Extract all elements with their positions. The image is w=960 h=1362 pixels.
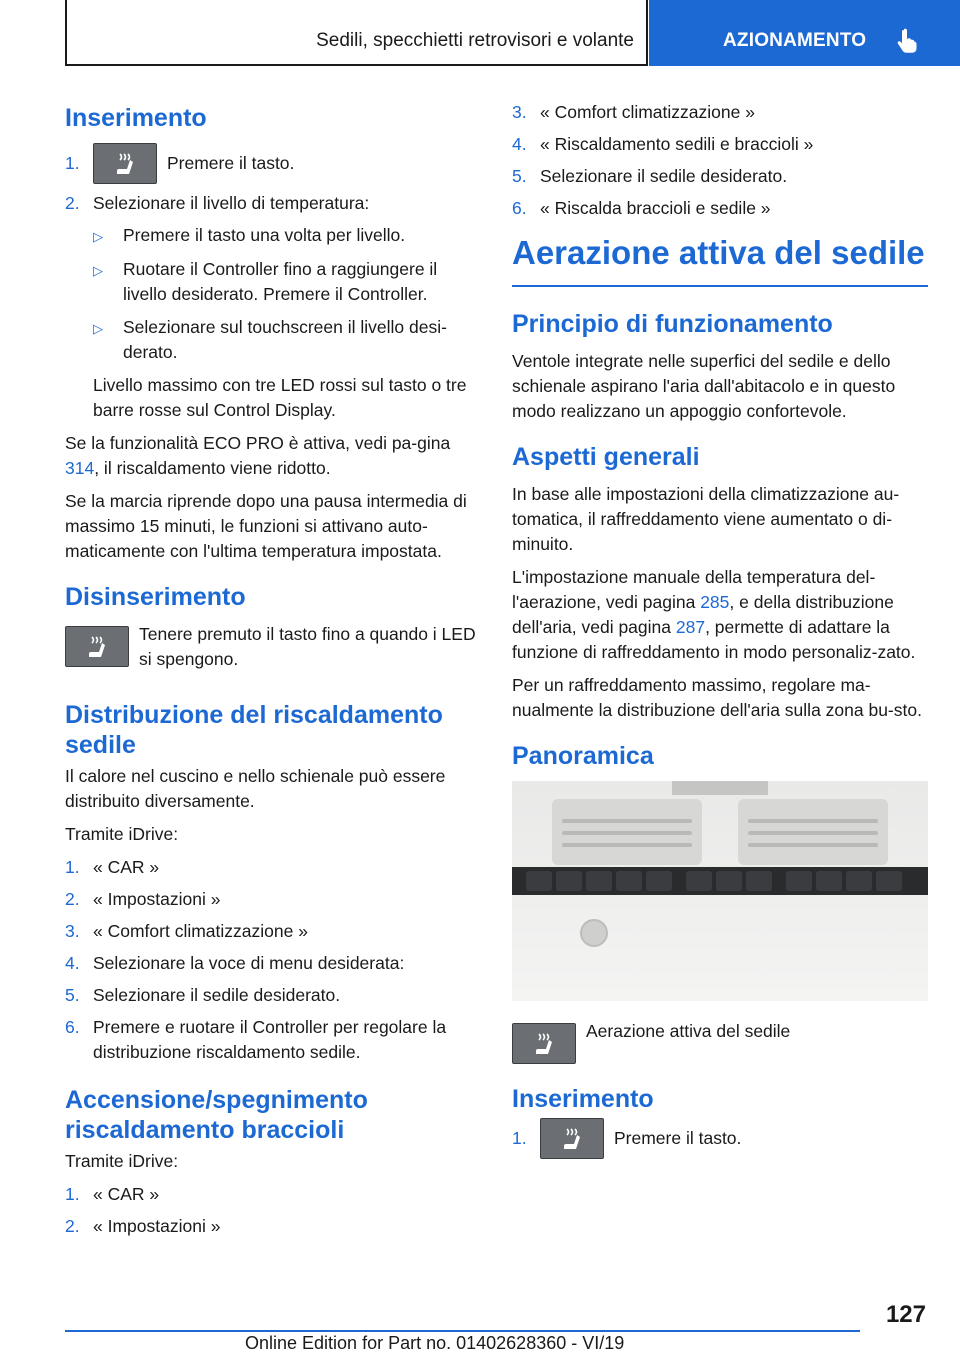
step-number: 6.: [65, 1017, 80, 1037]
air-vent-right: [738, 799, 888, 865]
page-link-285[interactable]: 285: [700, 592, 730, 612]
climate-control-panel: [512, 867, 928, 895]
step-text: « CAR »: [93, 1184, 160, 1204]
chapter-tab: [649, 0, 960, 66]
step-number: 2.: [65, 193, 80, 213]
heading-principio: Principio di funzionamento: [512, 310, 833, 338]
step-text: « Impostazioni »: [93, 1216, 221, 1236]
bullet-text: Selezionare sul touchscreen il livello desi-derato.: [123, 317, 447, 362]
step-text: « Riscalda braccioli e sedile »: [540, 198, 771, 218]
disinserimento-text: Tenere premuto il tasto fino a quando i LED si spengono.: [139, 624, 476, 669]
restart-note: Se la marcia riprende dopo una pausa intermedia di massimo 15 minuti, le funzioni si attivano auto-maticamente con l'ultima temperatura impostata.: [65, 491, 467, 561]
list-item: [65, 191, 477, 216]
heading-braccioli: Accensione/spegnimento riscaldamento braccioli: [65, 1086, 368, 1144]
seat-heating-icon: [112, 150, 140, 178]
icon-caption: Aerazione attiva del sedile: [586, 1021, 791, 1041]
hand-pointer-icon: [895, 27, 919, 53]
manual-setting-text: [512, 565, 928, 665]
step-number: 5.: [512, 166, 527, 186]
step-number: 1.: [65, 153, 80, 173]
list-item: [512, 132, 928, 157]
section-title: Sedili, specchietti retrovisori e volante: [316, 30, 634, 51]
chapter-tag: AZIONAMENTO: [723, 30, 867, 51]
heading-aerazione: Aerazione attiva del sedile: [512, 233, 928, 287]
step-number: 5.: [65, 985, 80, 1005]
footer-edition: Online Edition for Part no. 01402628360 - VI/19: [245, 1333, 625, 1353]
distribuzione-text: Il calore nel cuscino e nello schienale può essere distribuito diversamente.: [65, 766, 446, 811]
dashboard-photo: [512, 781, 928, 1001]
list-item: [65, 983, 477, 1008]
bullet-item: [93, 315, 477, 365]
step-number: 1.: [65, 857, 80, 877]
list-item: [65, 1214, 477, 1239]
distribuzione-steps: [65, 855, 477, 1065]
right-column: [512, 100, 928, 1166]
principio-text: Ventole integrate nelle superfici del sedile e dello schienale aspirano l'aria dall'abitacolo e in questo modo realizzano un appoggio confortevole.: [512, 351, 896, 421]
step-text: Selezionare il sedile desiderato.: [93, 985, 341, 1005]
seat-ventilation-button: [512, 1023, 576, 1064]
step-text: Selezionare il livello di temperatura:: [93, 193, 370, 213]
air-vent-left: [552, 799, 702, 865]
triangle-bullet-icon: ▷: [93, 229, 103, 244]
list-item: [65, 887, 477, 912]
list-item: [512, 1118, 928, 1159]
step-number: 1.: [512, 1128, 527, 1148]
seat-ventilation-button: [540, 1118, 604, 1159]
page-link-287[interactable]: 287: [675, 617, 706, 637]
seat-heating-button: [93, 143, 157, 184]
page-number: 127: [885, 1301, 926, 1328]
page-link-314[interactable]: 314: [65, 458, 95, 478]
eco-text-pre: Se la funzionalità ECO PRO è attiva, vedi pa-gina: [65, 433, 451, 453]
manual-text-post: , permette di adattare la funzione di raffreddamento in modo personaliz-zato.: [512, 617, 916, 662]
manual-text-mid: , e della distribuzione dell'aria, vedi pagina: [512, 592, 894, 637]
display-base: [672, 781, 768, 795]
step-text: Selezionare la voce di menu desiderata:: [93, 953, 405, 973]
page-header: [0, 0, 960, 66]
step-text: « Comfort climatizzazione »: [93, 921, 308, 941]
step-number: 2.: [65, 889, 80, 909]
bullet-item: [93, 257, 477, 307]
tramite-idrive-label: Tramite iDrive:: [65, 824, 179, 844]
list-item: [65, 951, 477, 976]
step-text: Premere il tasto.: [167, 153, 295, 173]
step-text: Premere e ruotare il Controller per regolare la distribuzione riscaldamento sedile.: [93, 1017, 447, 1062]
step-number: 2.: [65, 1216, 80, 1236]
heading-distribuzione: Distribuzione del riscaldamento sedile: [65, 701, 443, 759]
step-text: « CAR »: [93, 857, 160, 877]
section-title-box: [65, 0, 648, 66]
max-cooling-text: Per un raffreddamento massimo, regolare ma-nualmente la distribuzione dell'aria sulla zona bu-sto.: [512, 675, 922, 720]
step-text: « Impostazioni »: [93, 889, 221, 909]
bullet-text: Premere il tasto una volta per livello.: [123, 225, 406, 245]
step-text: Premere il tasto.: [614, 1128, 742, 1148]
step-number: 4.: [512, 134, 527, 154]
step-text: « Riscaldamento sedili e braccioli »: [540, 134, 814, 154]
list-item: [65, 1182, 477, 1207]
step-number: 1.: [65, 1184, 80, 1204]
left-column: [65, 100, 477, 1246]
disinserimento-block: [65, 622, 477, 680]
heading-inserimento-2: Inserimento: [512, 1085, 654, 1113]
triangle-bullet-icon: ▷: [93, 263, 103, 278]
seat-heating-button: [65, 626, 129, 667]
footer-rule: [65, 1330, 860, 1332]
aspetti-text: In base alle impostazioni della climatizzazione au-tomatica, il raffreddamento viene aumentato o di-minuito.: [512, 484, 900, 554]
eco-pro-note: [65, 431, 477, 481]
bullet-item: [93, 223, 477, 249]
step-text: « Comfort climatizzazione »: [540, 102, 755, 122]
list-item: [512, 164, 928, 189]
heading-disinserimento: Disinserimento: [65, 583, 246, 611]
bullet-text: Ruotare il Controller fino a raggiungere il livello desiderato. Premere il Controller.: [123, 259, 438, 304]
list-item: [512, 196, 928, 221]
eco-text-post: , il riscaldamento viene ridotto.: [94, 458, 331, 478]
heading-aspetti: Aspetti generali: [512, 443, 700, 471]
step-number: 3.: [65, 921, 80, 941]
list-item: [512, 100, 928, 125]
seat-ventilation-icon: [531, 1030, 559, 1058]
seat-heating-icon: [84, 633, 112, 661]
tramite-idrive-label: Tramite iDrive:: [65, 1151, 179, 1171]
manual-text-pre: L'impostazione manuale della temperatura del-l'aerazione, vedi pagina: [512, 567, 876, 612]
list-item: [65, 855, 477, 880]
triangle-bullet-icon: ▷: [93, 321, 103, 336]
list-item: [65, 919, 477, 944]
step-number: 3.: [512, 102, 527, 122]
icon-caption-block: [512, 1019, 928, 1064]
step-text: Selezionare il sedile desiderato.: [540, 166, 788, 186]
list-item: [65, 1015, 477, 1065]
max-level-note: Livello massimo con tre LED rossi sul tasto o tre barre rosse sul Control Display.: [93, 375, 467, 420]
volume-knob: [580, 919, 608, 947]
step-number: 6.: [512, 198, 527, 218]
heading-panoramica: Panoramica: [512, 742, 654, 770]
step-number: 4.: [65, 953, 80, 973]
heading-inserimento: Inserimento: [65, 104, 207, 132]
seat-ventilation-icon: [559, 1125, 587, 1153]
list-item: [65, 143, 477, 184]
